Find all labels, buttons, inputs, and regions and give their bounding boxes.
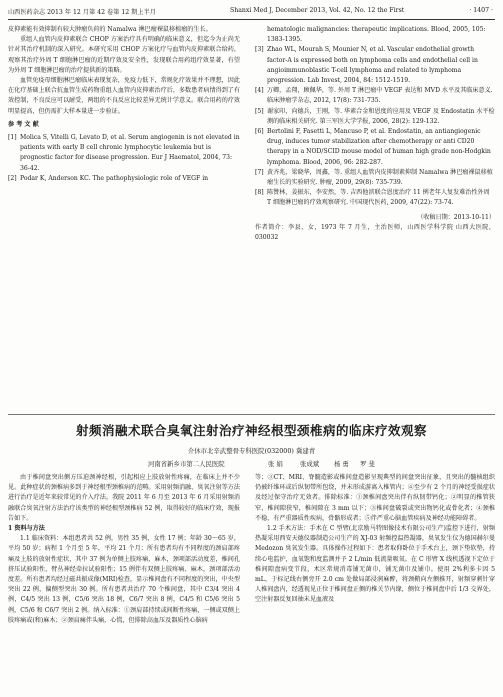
previous-article-left-column xyxy=(8,25,240,410)
reference-text: 陈赞林，姜振东，李安然，等. 吉西他滨联合恩度治疗 11 例老年人复发难治性外周 T 细胞淋巴瘤的疗效观察研究. 中国现代医药, 2009, 47(22): 73-74. xyxy=(267,189,490,207)
reference-item xyxy=(255,86,495,106)
article-left-column xyxy=(8,473,240,695)
reference-number: [1] xyxy=(8,134,17,142)
reference-text: Zhao WL, Mourah S, Mounier N, et al. Vascular endothelial growth factor-A is expressed both on lymphoma cells and endothelial cell in angioimmunoblastic T-cell lymphoma and related to lymphoma progression. Lab Invest, 2004, 84: 1512-1519. xyxy=(267,46,478,85)
paragraph: 皮抑素能有效抑制有较大肿瘤负荷的 Namalwa 淋巴瘤裸鼠移植瘤的生长。 xyxy=(8,26,212,33)
section-heading: 1 资料与方法 xyxy=(8,525,45,533)
reference-item xyxy=(8,174,240,184)
clinical-data-paragraph: 1.1 临床资料：本组患者共 52 例，男性 35 例，女性 17 例；年龄 30～65 岁，平均 50 岁；病程 1 个月至 5 年，平均 21 个月；所有患者均有不同程度的颈肩部疼痛及上肢的放射性症状，其中 37 例为单侧上肢疼痛、麻木，颈项部活动度差，椎间孔挤压试验阳性，臂丛神经牵拉试验阳性；15 例伴有双侧上肢疼痛、麻木，颈项部活动度差。所有患者均经过磁共振成像(MRI)检查，显示椎间盘有不同程度的突出，中央型突出 22 例，偏侧型突出 30 例。所有患者共治疗 70 个椎间盘，其中 C3/4 突出 4 例，C4/5 突出 13 例，C5/6 突出 18 例，C6/7 突出 8 例，C4/5 和 C5/6 突出 5 例，C5/6 和 C6/7 突出 2 例。纳入标准：①颈肩部持续或间断性疼痛，一侧或双侧上肢疼痛或(和)麻木；②颈肩痛伴头痛，心慌，但排除高血压及器质性心脑病 xyxy=(8,535,240,624)
reference-item xyxy=(255,188,495,208)
reference-item xyxy=(255,107,495,127)
criteria-paragraph: 等；③CT、MRI、脊髓造影或椎间盘造影呈现典型的间盘突出征象，且突出的髓核组织仍被纤维环或后纵韧带所包绕，并未形成游离入椎管内；④至少有 2 个月的神经受损症状及经过保守治疗无效者。排除标准：①颈椎间盘突出伴有纵韧带钙化；②明显的椎管狭窄，椎间隙狭窄，椎间隙在 3 mm 以下；③椎间盘破裂或突出物钙化或骨化者；④颈椎不稳，有严重器质性疾病，骨骼形成者；⑤伴严重心脑血管疾病及神经功能障碍者。 xyxy=(255,474,495,522)
page-number: · 1407 · xyxy=(469,7,493,14)
journal-name-cn: 山西医药杂志 2013 年 12 月第 42 卷第 12 期上半月 xyxy=(8,9,156,16)
reference-number: [3] xyxy=(255,46,264,54)
reference-number: [7] xyxy=(255,168,264,176)
reference-text: 谢家印，向德兵，王刚，等. 华素合金和恩度的应用及 VEGF 及 Endostatin 水平检测的临床相关研究. 第三军医大学学报, 2006, 28(2): 129-132. xyxy=(267,107,495,125)
running-header xyxy=(8,6,493,18)
reference-item xyxy=(8,133,240,174)
previous-article-right-column xyxy=(255,25,495,410)
reference-text: Bertolini F, Fasetti L, Mancuso P, et al. Endostatin, an antiangiogenic drug, induces tumor stabilization after chemotherapy or anti CD20 therapy in a NOD/SCID mouse model of human high grade non-Hodgkin lymphoma. Blood, 2006, 96: 282-287. xyxy=(267,128,491,166)
article-divider xyxy=(8,414,495,415)
reference-item xyxy=(255,168,495,188)
references-heading: 参 考 文 献 xyxy=(8,120,39,128)
article-title: 射频消融术联合臭氧注射治疗神经根型颈椎病的临床疗效观察 xyxy=(75,423,427,438)
reference-item xyxy=(255,127,495,168)
author-name: 张 娟 xyxy=(268,460,283,468)
received-date: （收稿日期：2013-10-11） xyxy=(417,213,495,221)
reference-continuation xyxy=(255,25,495,45)
author-info: 作者简介：李县，女，1973 年 7 月生，主治医师，山西医学科学院 山西大医院，030032 xyxy=(255,223,495,242)
reference-text: 万卿，孟翔，顾佩华，等. 外周 T 淋巴瘤中 VEGF 表达和 MVD 水平及其临床意义. 临床肿瘤学杂志, 2012, 17(8): 731-735. xyxy=(267,87,493,105)
author-name: 杨 勇 xyxy=(334,460,349,468)
author-name: 罗 斐 xyxy=(360,460,375,468)
reference-text: hematologic malignancies: therapeutic implications. Blood, 2005, 105: 1383-1395. xyxy=(267,26,486,44)
reference-item xyxy=(255,45,495,86)
reference-number: [4] xyxy=(255,87,264,95)
author-affiliation-1: 介休市北辛武整骨专科医院(032000) 冀建青 xyxy=(187,447,316,455)
reference-number: [5] xyxy=(255,107,264,115)
reference-number: [8] xyxy=(255,189,264,197)
journal-name-en: Shanxi Med J, December 2013, Vol. 42, No. 12 the First xyxy=(230,7,405,14)
reference-number: [2] xyxy=(8,174,17,182)
paragraph: 重组人血管内皮抑素联合 CHOP 方案治疗具有明确的临床意义，但迄今为止尚无针对其治疗机制的深入研究。本研究采用 CHOP 方案化疗与血管内皮抑素联合给药，观察其治疗外周 T 细胞淋巴瘤的近期疗效及安全性，发现联合用药组疗效显著，有望为外周 T 细胞淋巴瘤的治疗提供新的策略。 xyxy=(8,36,240,74)
intro-paragraph: 由于椎间盘突出侧方压迫颈神经根，引起相应上肢放射性疼痛，在临床上并不少见。此种症状的颈椎病多到于神经根型颈椎病的范畴。采用射频消融、臭氧注射等方法进行治疗是近年来较常见的介入疗法。我院 2011 年 6 月至 2013 年 6 月采用射频消融联合臭氧注射方法治疗该类型的神经根型颈椎病 52 例，取得较好的临床疗效，现报告如下。 xyxy=(8,474,240,522)
article-right-column xyxy=(255,473,495,695)
header-rule xyxy=(8,19,495,20)
author-name: 张成斌 xyxy=(300,460,320,468)
reference-number: [6] xyxy=(255,128,264,136)
surgical-method-paragraph: 1.2 手术方法：手术在 C 型臂(北京励马特图像技术有限公司生产)监控下进行，射频热凝采用西安天德仪器制造公司生产的 XJ-03 射频控温热凝器，臭氧发生仪为德国赫尔曼 Medozon 臭氧发生器。具体操作过程如下：患者取仰卧位于手术台上，颈下垫软垫，持续心电监护，血氧饱和度监测并予 2 L/min 低流量吸氧。在 C 形臂 X 线机透视下定位于椎间隙盘病变节段，术区常规消毒铺无菌巾，铺无菌巾及铺巾。使用 2%利多卡因 5 mL，于标记线右侧旁开 2.0 cm 处做局部浸润麻醉，将颈鞘向左侧推开，射频穿刺针穿人椎间盘内，经透视见正位于椎间盘正侧的椎关节内缘，侧位于椎间盘中后 1/3 交界处，空注射器反复回抽未见血液及 xyxy=(255,525,495,604)
reference-text: 黄齐兆，梁晓华，周鑫，等. 重组人血管内皮抑制素抑制 Namalwa 淋巴瘤裸鼠移植瘤生长的实验研究. 肿瘤, 2009, 29(8): 735-739. xyxy=(267,168,493,187)
reference-text: Podar K, Anderson KC. The pathophysiologic role of VEGF in xyxy=(20,174,209,182)
paragraph: 血管免疫母细胞淋巴瘤临床表现复杂，免疫力低下，常规化疗效果并不理想，因此在化疗基础上联合抗血管生成药物重组人血管内皮抑素治疗后，多数患者病情得到了有效控制，不良反应可以耐受，两组的不良反应比较差异无统计学意义。联合用药的疗效明显提高，但仍需扩大样本量进一步验证。 xyxy=(8,77,240,115)
reference-text: Molica S, Vitelli G, Levato D, et al. Serum angiogenin is not elevated in patients with early B cell chronic lymphocytic leukemia but is prognostic factor for disease progression. Eur J Haematol, 2004, 73: 36-42. xyxy=(20,134,240,172)
author-affiliation-2: 河南省新乡市第二人民医院 xyxy=(148,460,225,468)
